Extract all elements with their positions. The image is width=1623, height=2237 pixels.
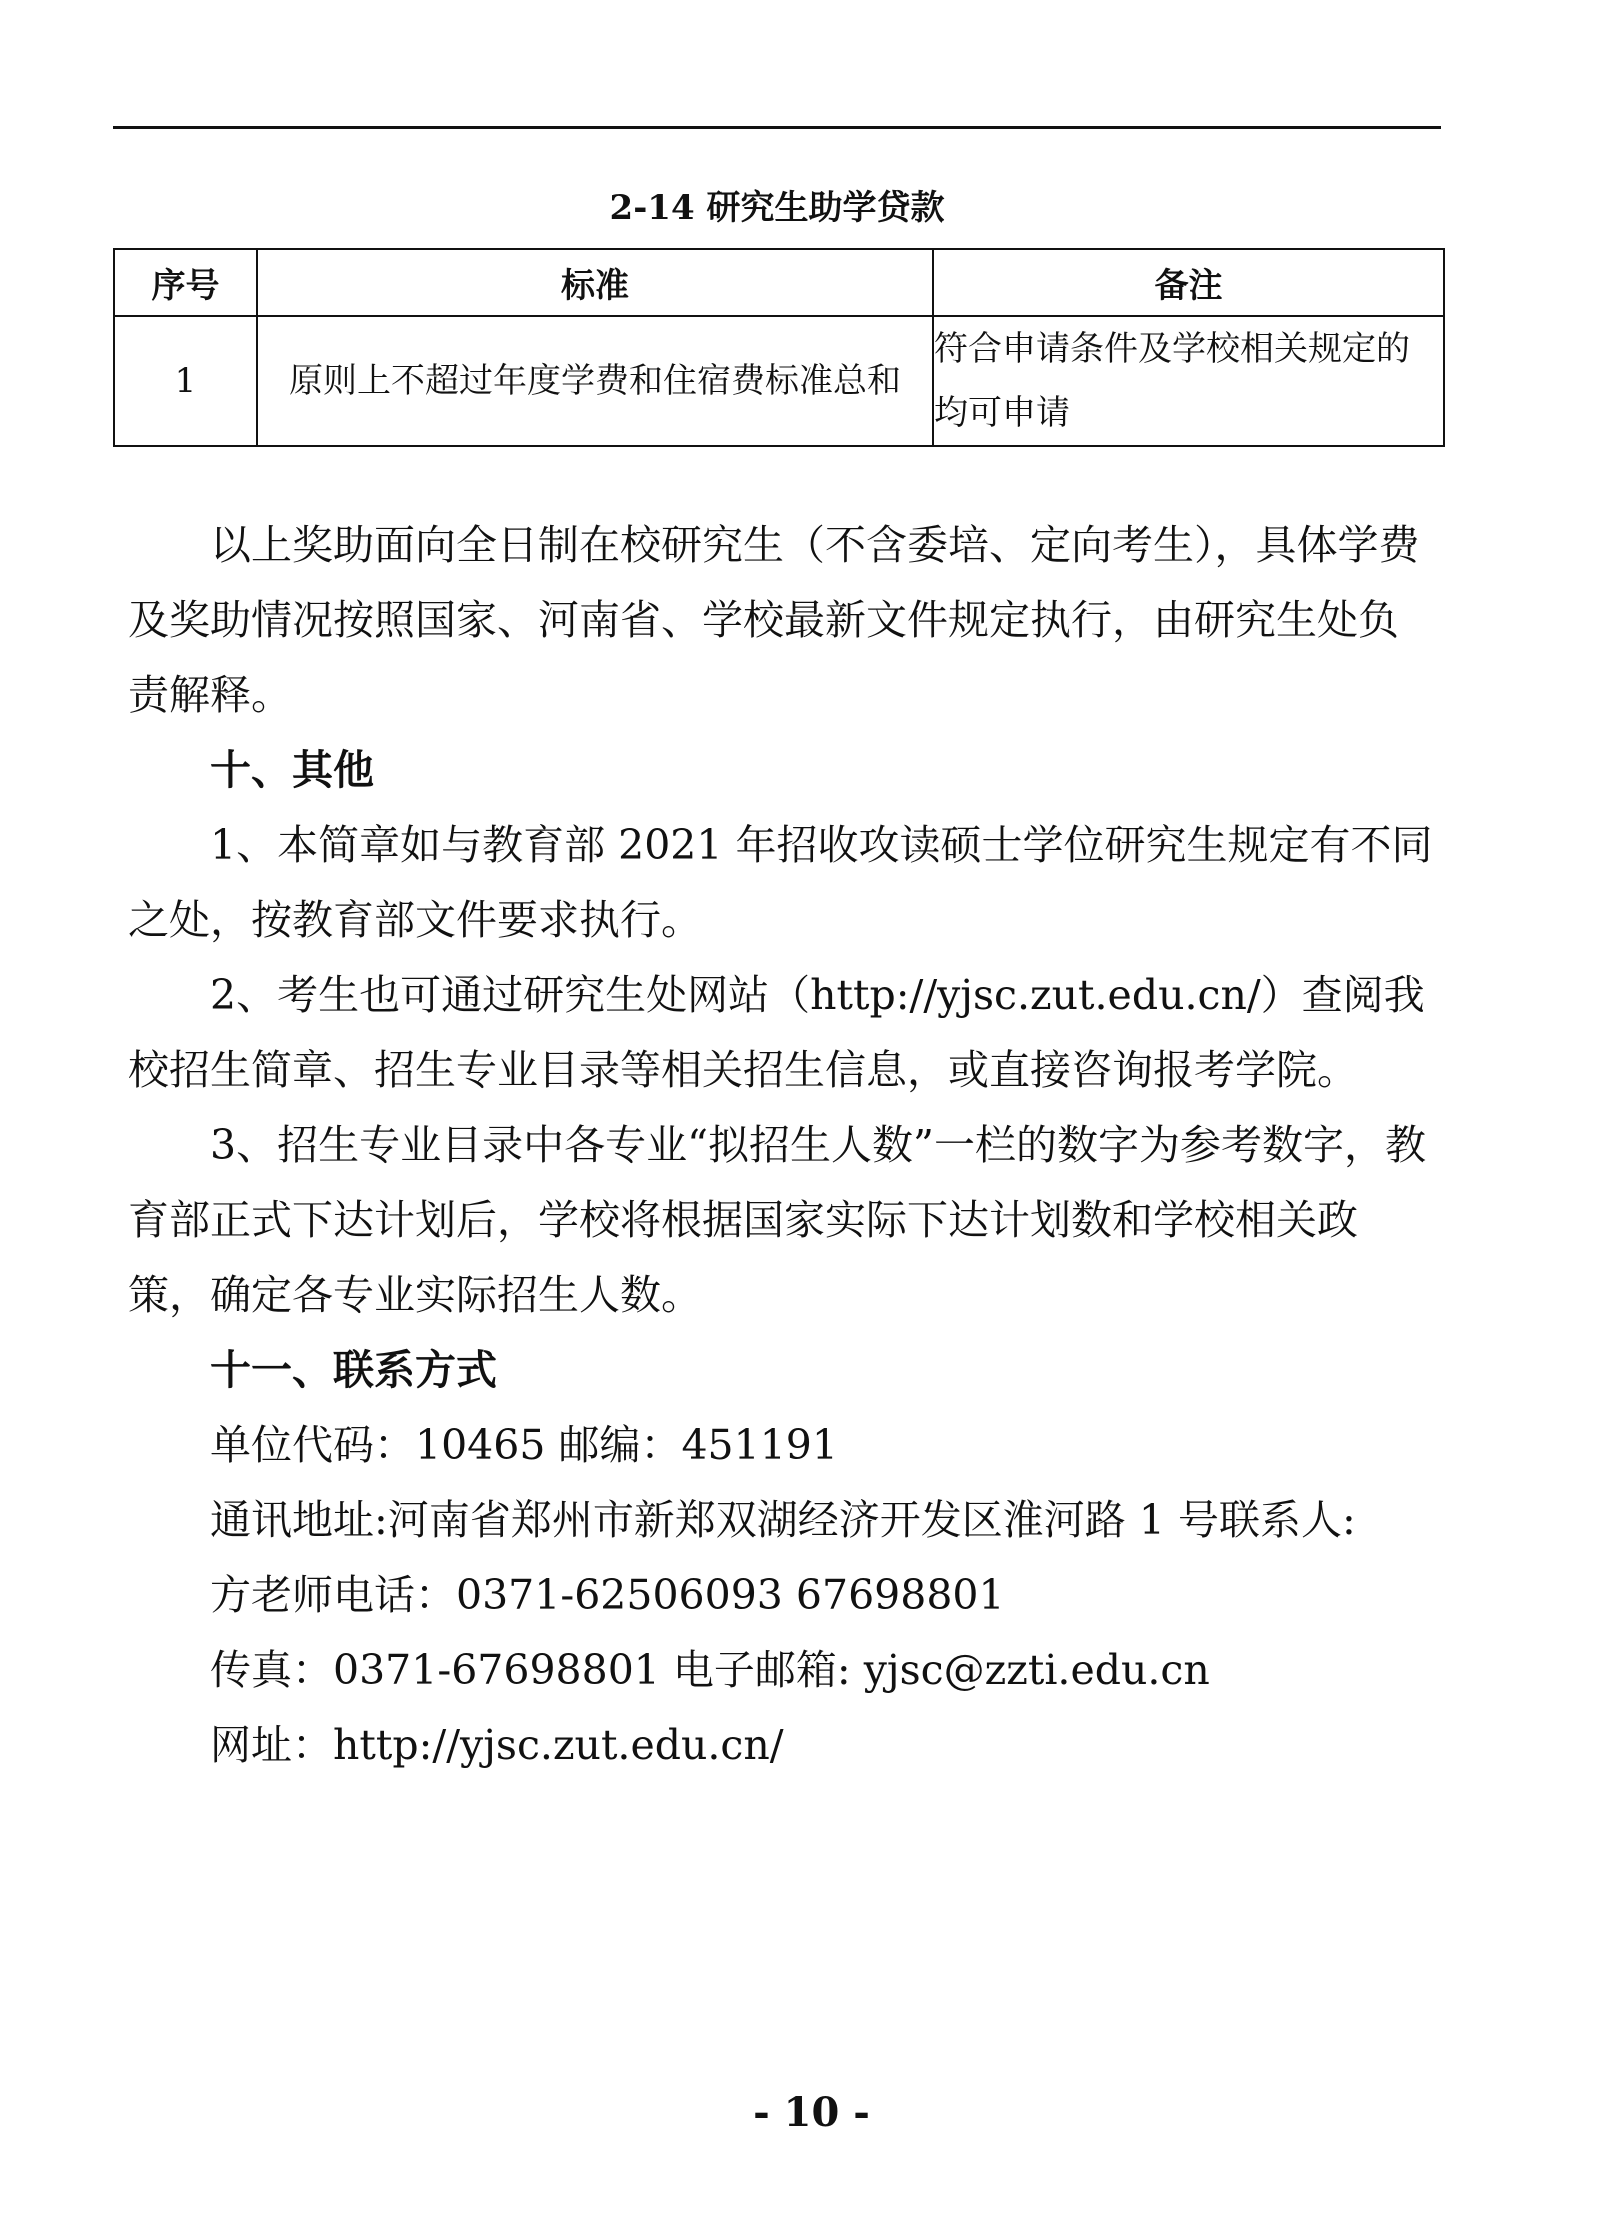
contact-line-phone: 方老师电话：0371-62506093 67698801 [210, 1571, 1005, 1619]
other-item-1: 1、本简章如与教育部 2021 年招收攻读硕士学位研究生规定有不同之处，按教育部文件要求执行。 [128, 821, 1433, 944]
header-remark: 备注 [933, 249, 1444, 316]
section-other-title: 十、其他 [210, 746, 374, 794]
header-standard: 标准 [257, 249, 933, 316]
contact-line-fax-email: 传真：0371-67698801 电子邮箱: yjsc@zzti.edu.cn [210, 1646, 1210, 1694]
header-rule [113, 126, 1441, 129]
intro-paragraph: 以上奖助面向全日制在校研究生（不含委培、定向考生），具体学费及奖助情况按照国家、河南省、学校最新文件规定执行，由研究生处负责解释。 [128, 521, 1420, 719]
table-header-row [114, 249, 1444, 316]
contact-line-code: 单位代码：10465 邮编：451191 [210, 1421, 838, 1469]
contact-line-address: 通讯地址:河南省郑州市新郑双湖经济开发区淮河路 1 号联系人: [210, 1496, 1356, 1544]
contact-line-website: 网址：http://yjsc.zut.edu.cn/ [210, 1721, 784, 1769]
table-caption: 2-14 研究生助学贷款 [609, 188, 945, 228]
cell-standard: 原则上不超过年度学费和住宿费标准总和 [257, 316, 933, 446]
section-contact-title: 十一、联系方式 [210, 1346, 497, 1394]
cell-no: 1 [114, 316, 257, 446]
cell-remark: 符合申请条件及学校相关规定的均可申请 [933, 316, 1444, 446]
other-item-2: 2、考生也可通过研究生处网站（http://yjsc.zut.edu.cn/）查阅我校招生简章、招生专业目录等相关招生信息，或直接咨询报考学院。 [128, 971, 1425, 1094]
page-number: - 10 - [753, 2089, 870, 2136]
loan-table [113, 248, 1445, 447]
table-row [114, 316, 1444, 446]
body-text [128, 508, 1433, 1783]
header-no: 序号 [114, 249, 257, 316]
other-item-3: 3、招生专业目录中各专业“拟招生人数”一栏的数字为参考数字，教育部正式下达计划后，学校将根据国家实际下达计划数和学校相关政策，确定各专业实际招生人数。 [128, 1121, 1427, 1319]
